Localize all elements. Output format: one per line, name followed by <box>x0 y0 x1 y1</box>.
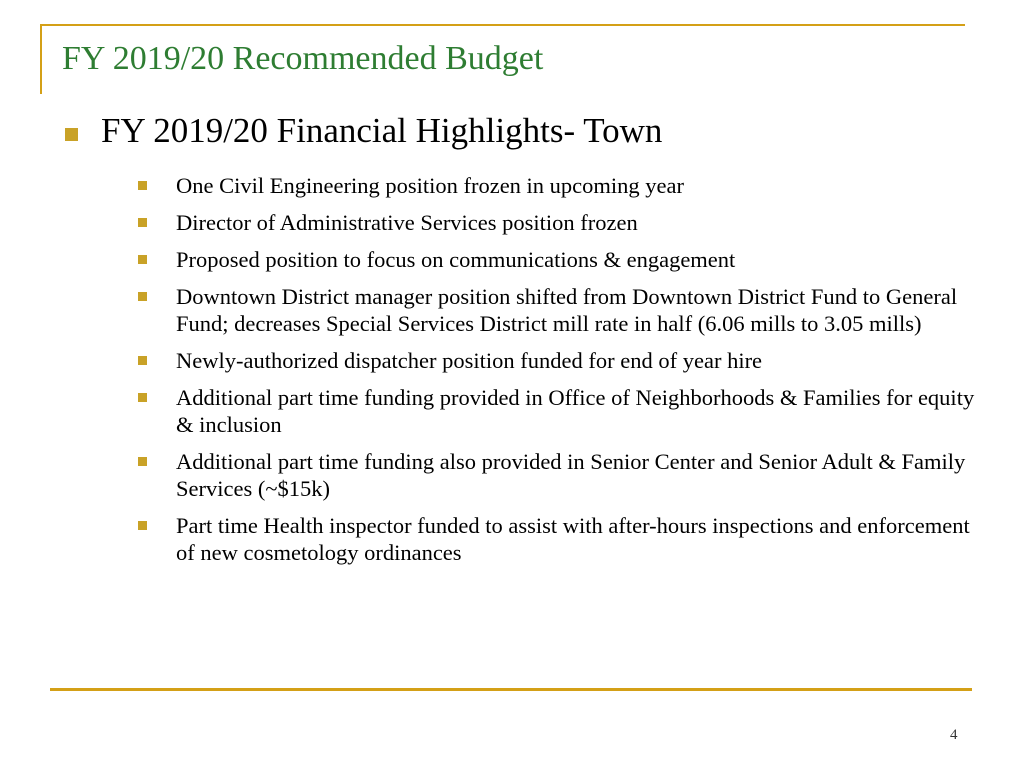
bullet-item-2 <box>138 209 978 236</box>
bullet-item-3 <box>138 246 978 273</box>
square-bullet-icon <box>138 218 147 227</box>
bullet-text: Additional part time funding provided in Office of Neighborhoods & Families for equity & inclusion <box>176 385 975 437</box>
page-number: 4 <box>950 727 958 743</box>
square-bullet-icon <box>138 457 147 466</box>
square-bullet-icon <box>138 181 147 190</box>
square-bullet-icon <box>138 356 147 365</box>
bullet-text: Additional part time funding also provided in Senior Center and Senior Adult & Family Services (~$15k) <box>176 449 966 501</box>
square-bullet-icon <box>138 292 147 301</box>
main-bullet-icon <box>65 128 78 141</box>
bullet-list <box>138 172 978 576</box>
slide-heading: FY 2019/20 Financial Highlights- Town <box>101 111 663 150</box>
bullet-text: Part time Health inspector funded to assist with after-hours inspections and enforcement of new cosmetology ordinances <box>176 513 970 565</box>
slide-title: FY 2019/20 Recommended Budget <box>62 40 544 77</box>
bullet-item-6 <box>138 384 978 438</box>
bullet-item-5 <box>138 347 978 374</box>
bullet-text: Newly-authorized dispatcher position funded for end of year hire <box>176 348 763 373</box>
bullet-item-7 <box>138 448 978 502</box>
frame-top-line <box>40 24 965 26</box>
bullet-item-8 <box>138 512 978 566</box>
square-bullet-icon <box>138 393 147 402</box>
frame-left-line <box>40 24 42 94</box>
bullet-item-4 <box>138 283 978 337</box>
bullet-text: Downtown District manager position shifted from Downtown District Fund to General Fund; decreases Special Services District mill rate in half (6.06 mills to 3.05 mills) <box>176 284 958 336</box>
bullet-item-1 <box>138 172 978 199</box>
bottom-divider <box>50 688 972 691</box>
square-bullet-icon <box>138 255 147 264</box>
bullet-text: Proposed position to focus on communications & engagement <box>176 247 736 272</box>
bullet-text: Director of Administrative Services position frozen <box>176 210 638 235</box>
square-bullet-icon <box>138 521 147 530</box>
bullet-text: One Civil Engineering position frozen in upcoming year <box>176 173 685 198</box>
